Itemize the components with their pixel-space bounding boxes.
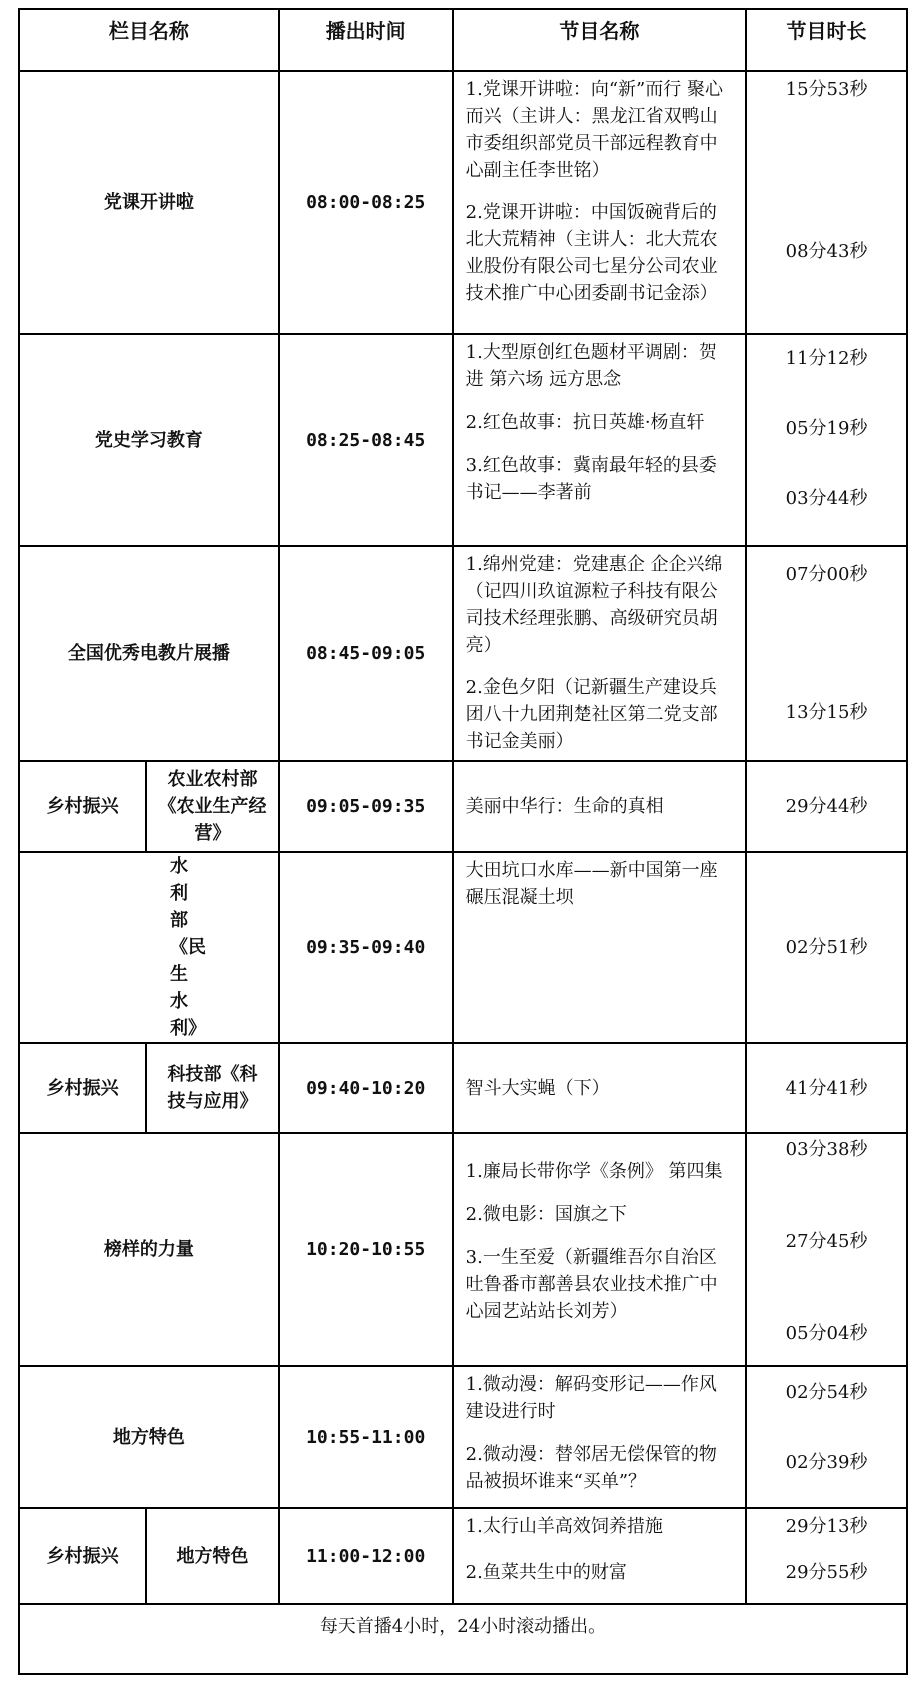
program-item: 3.一生至爱（新疆维吾尔自治区吐鲁番市鄯善县农业技术推广中心园艺站站长刘芳）: [465, 1247, 718, 1322]
header-row: [19, 9, 907, 71]
table-row: [19, 852, 907, 1043]
duration-value: 02分51秒: [746, 852, 907, 1043]
column-name: 水利部《民生水利》: [19, 852, 279, 1043]
table-row: [19, 1508, 907, 1604]
header-air-time: 播出时间: [279, 9, 453, 71]
duration-cell: [746, 334, 907, 546]
program-cell: [453, 1133, 746, 1366]
program-item: 1.绵州党建：党建惠企 企企兴绵（记四川玖谊源粒子科技有限公司技术经理张鹏、高级研究员胡亮）: [465, 554, 723, 656]
program-cell: [453, 71, 746, 334]
program-item: 2.金色夕阳（记新疆生产建设兵团八十九团荆楚社区第二党支部书记金美丽）: [465, 677, 718, 752]
program-cell: [453, 334, 746, 546]
program-item: 2.党课开讲啦：中国饭碗背后的北大荒精神（主讲人：北大荒农业股份有限公司七星分公司农业技术推广中心团委副书记金添）: [465, 202, 718, 304]
air-time: 08:00-08:25: [279, 71, 453, 334]
column-name: 榜样的力量: [19, 1133, 279, 1366]
program-item: 1.太行山羊高效饲养措施: [465, 1516, 663, 1537]
duration-value: 05分19秒: [785, 418, 868, 439]
program-item: 3.红色故事：冀南最年轻的县委书记——李著前: [465, 455, 717, 503]
duration-value: 29分44秒: [746, 761, 907, 852]
column-name: 党课开讲啦: [19, 71, 279, 334]
program-item: 2.鱼菜共生中的财富: [465, 1562, 627, 1583]
table-row: [19, 546, 907, 761]
duration-value: 03分44秒: [785, 488, 868, 509]
duration-cell: [746, 546, 907, 761]
program-item: 1.党课开讲啦：向“新”而行 聚心而兴（主讲人：黑龙江省双鸭山市委组织部党员干部远程教育中心副主任李世铭）: [465, 79, 723, 181]
table-row: [19, 1043, 907, 1133]
duration-value: 27分45秒: [785, 1231, 868, 1252]
duration-cell: [746, 71, 907, 334]
air-time: 08:25-08:45: [279, 334, 453, 546]
duration-value: 15分53秒: [785, 79, 868, 100]
program-item: 1.廉局长带你学《条例》 第四集: [465, 1161, 723, 1182]
program-item: 1.大型原创红色题材平调剧：贺进 第六场 远方思念: [465, 342, 717, 390]
program-item: 大田坑口水库——新中国第一座碾压混凝土坝: [453, 852, 746, 1043]
program-cell: [453, 1366, 746, 1508]
duration-value: 11分12秒: [785, 348, 868, 369]
header-duration: 节目时长: [746, 9, 907, 71]
duration-value: 29分55秒: [785, 1562, 868, 1583]
table-row: [19, 334, 907, 546]
sub-column-name: 地方特色: [146, 1508, 279, 1604]
table-row: [19, 1133, 907, 1366]
duration-value: 13分15秒: [785, 702, 868, 723]
header-program-name: 节目名称: [453, 9, 746, 71]
duration-value: 02分39秒: [785, 1452, 868, 1473]
column-name: 乡村振兴: [19, 1508, 146, 1604]
program-item: 2.微动漫：替邻居无偿保管的物品被损坏谁来“买单”？: [465, 1444, 717, 1492]
footer-note: 每天首播4小时，24小时滚动播出。: [19, 1604, 907, 1674]
header-column-name: 栏目名称: [19, 9, 279, 71]
program-item: 2.红色故事：抗日英雄·杨直轩: [465, 412, 705, 433]
column-name: 党史学习教育: [19, 334, 279, 546]
air-time: 10:20-10:55: [279, 1133, 453, 1366]
duration-value: 08分43秒: [785, 241, 868, 262]
duration-value: 07分00秒: [785, 564, 868, 585]
column-name: 全国优秀电教片展播: [19, 546, 279, 761]
column-name: 乡村振兴: [19, 761, 146, 852]
duration-cell: [746, 1366, 907, 1508]
duration-value: 29分13秒: [785, 1516, 868, 1537]
column-name: 乡村振兴: [19, 1043, 146, 1133]
column-name: 地方特色: [19, 1366, 279, 1508]
duration-cell: [746, 1508, 907, 1604]
duration-value: 41分41秒: [746, 1043, 907, 1133]
program-item: 2.微电影：国旗之下: [465, 1204, 627, 1225]
sub-column-name: 农业农村部《农业生产经营》: [146, 761, 279, 852]
air-time: 09:05-09:35: [279, 761, 453, 852]
program-cell: [453, 546, 746, 761]
air-time: 09:35-09:40: [279, 852, 453, 1043]
air-time: 11:00-12:00: [279, 1508, 453, 1604]
program-item: 1.微动漫：解码变形记——作风建设进行时: [465, 1374, 717, 1422]
sub-column-name: 科技部《科技与应用》: [146, 1043, 279, 1133]
program-item: 智斗大实蝇（下）: [453, 1043, 746, 1133]
duration-value: 02分54秒: [785, 1382, 868, 1403]
table-row: [19, 1366, 907, 1508]
program-item: 美丽中华行：生命的真相: [453, 761, 746, 852]
air-time: 09:40-10:20: [279, 1043, 453, 1133]
footer-row: [19, 1604, 907, 1674]
table-row: [19, 71, 907, 334]
duration-value: 03分38秒: [785, 1139, 868, 1160]
table-row: [19, 761, 907, 852]
schedule-table: [18, 8, 908, 1675]
duration-value: 05分04秒: [785, 1323, 868, 1344]
air-time: 10:55-11:00: [279, 1366, 453, 1508]
duration-cell: [746, 1133, 907, 1366]
air-time: 08:45-09:05: [279, 546, 453, 761]
program-cell: [453, 1508, 746, 1604]
